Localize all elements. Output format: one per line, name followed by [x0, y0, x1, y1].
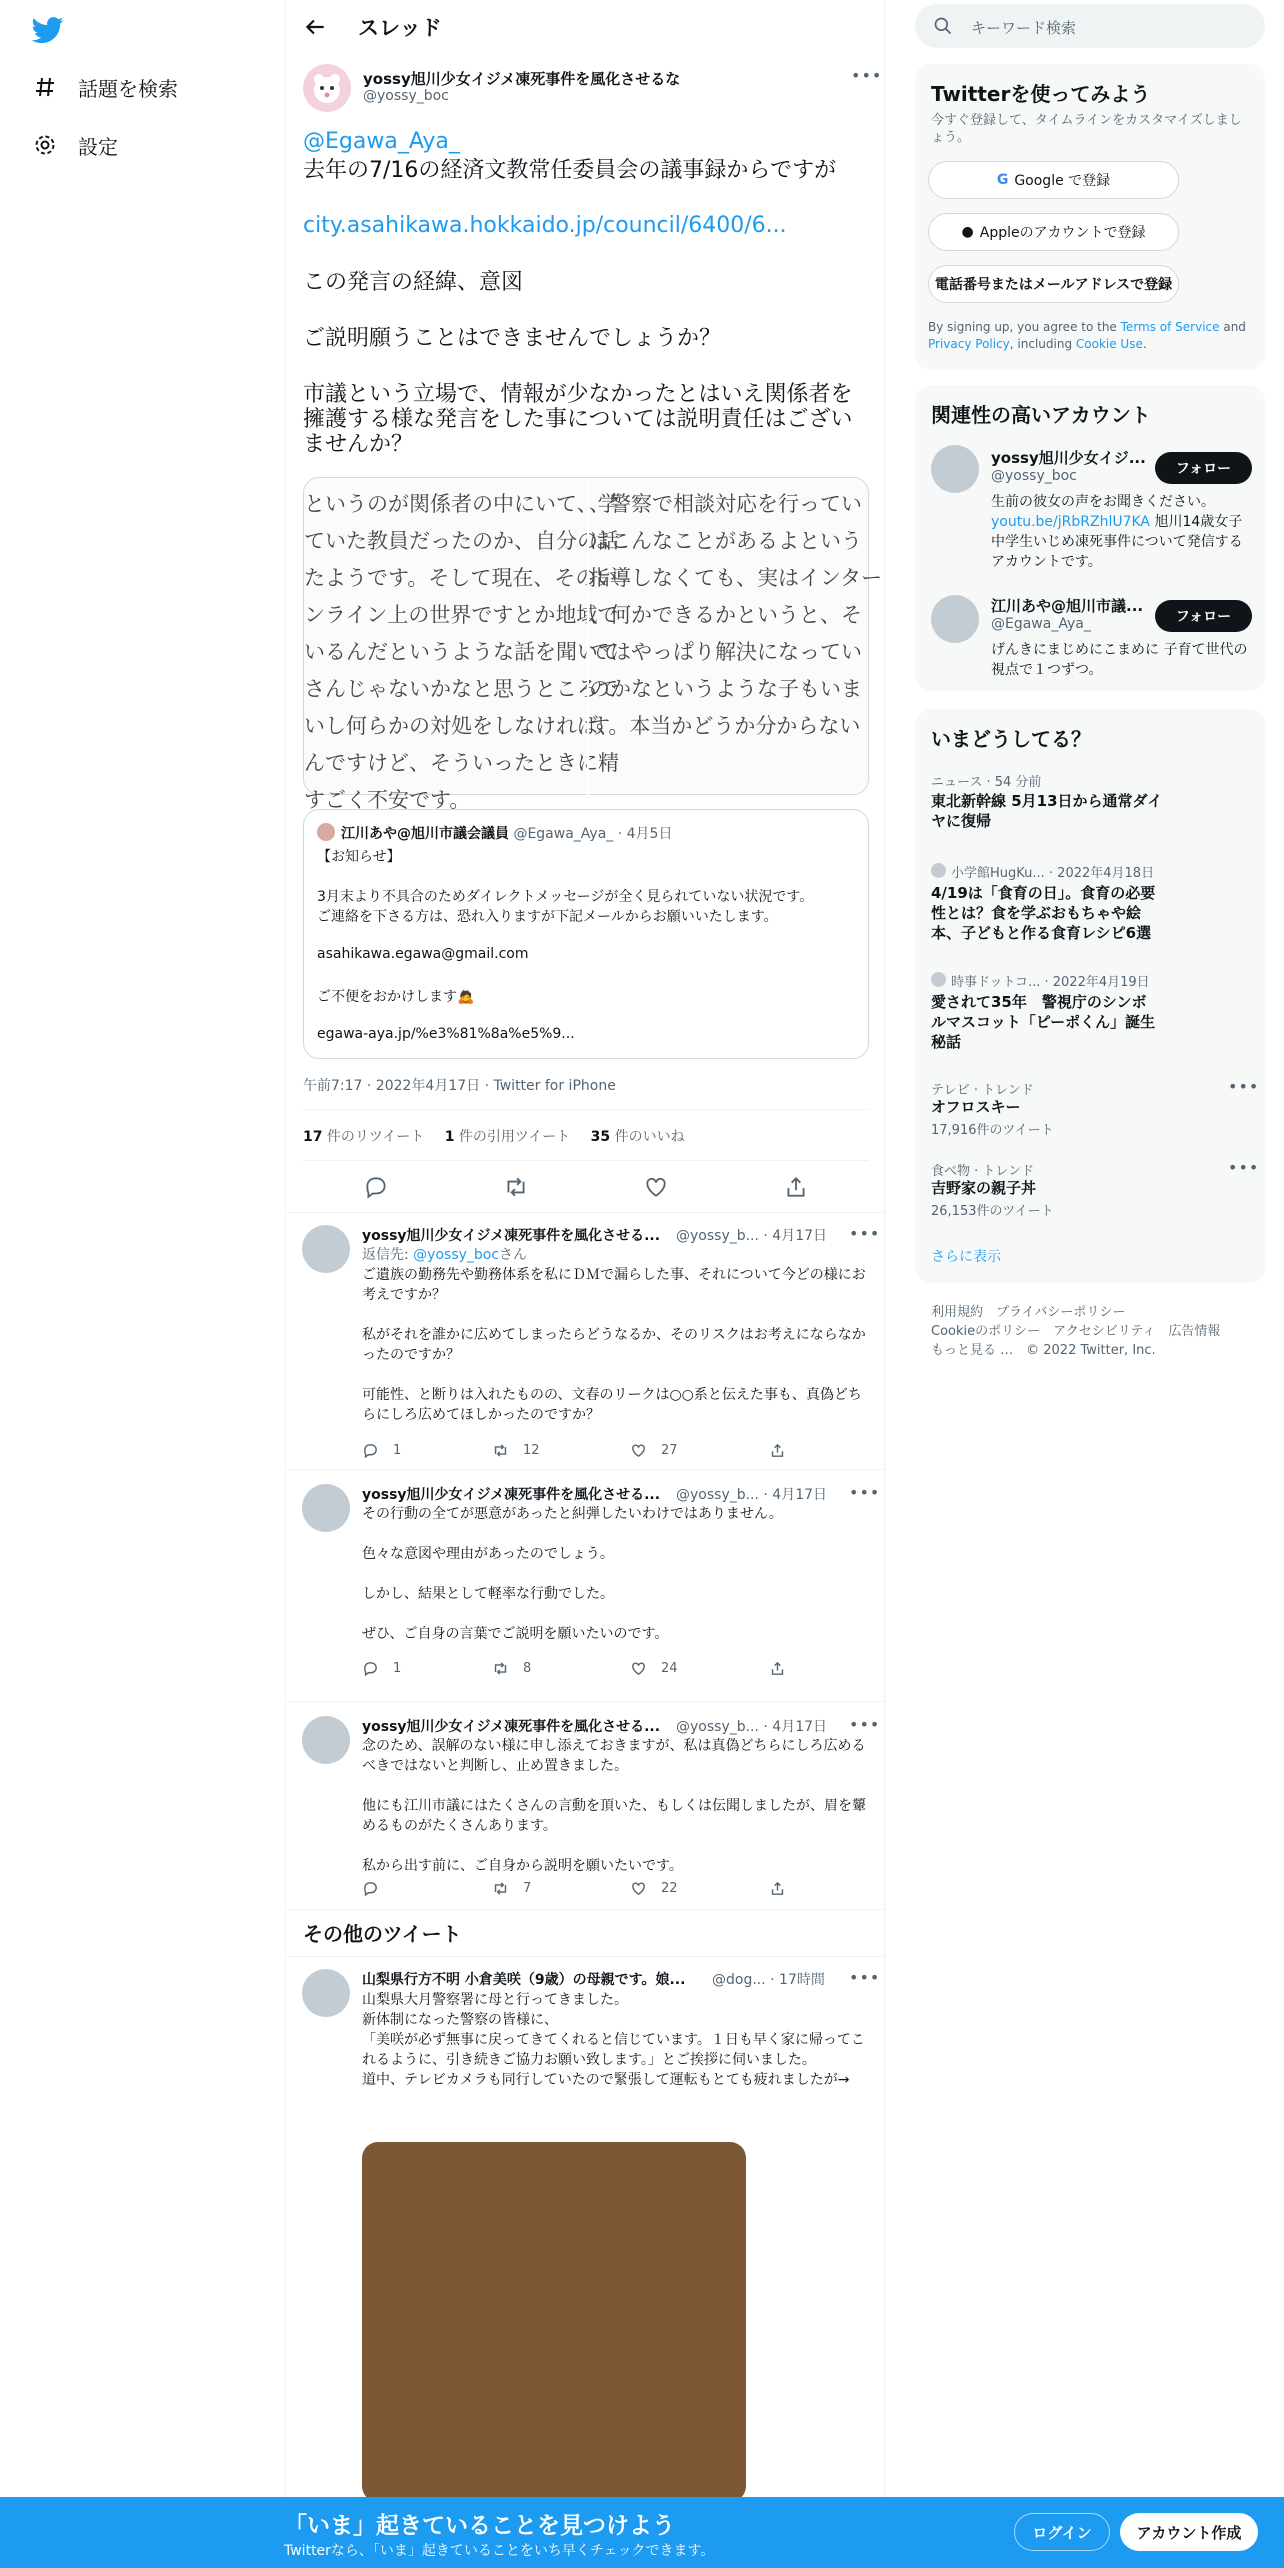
attached-image[interactable]	[303, 477, 883, 812]
retweet-count[interactable]	[492, 1442, 540, 1459]
avatar[interactable]	[302, 1716, 350, 1764]
apple-icon: ●	[961, 224, 974, 240]
quote-line: 3月末より不具合のためダイレクトメッセージが全く見られていない状況です。	[317, 889, 814, 905]
page-title: スレッド	[358, 16, 442, 40]
image-line: すごく不安です。	[304, 788, 471, 812]
trend-count: 26,153件のツイート	[931, 1204, 1054, 1219]
reply-count[interactable]	[362, 1442, 401, 1459]
nav-settings-label: 設定	[78, 134, 118, 159]
main-column	[285, 0, 885, 2568]
image-line: たようです。そして現在、そのい	[304, 566, 618, 590]
apple-signup-button[interactable]	[928, 213, 1179, 251]
search-icon	[933, 16, 953, 36]
follow-button[interactable]: フォロー	[1155, 600, 1252, 632]
nav-explore[interactable]	[32, 67, 178, 107]
more-handle: @dog... · 17時間	[712, 1972, 825, 1988]
privacy-link[interactable]: Privacy Policy	[928, 337, 1010, 351]
trend-category: ニュース · 54 分前	[931, 775, 1042, 790]
replying-label: 返信先:	[362, 1247, 414, 1263]
reply-text: 他にも江川市議にはたくさんの言動を頂いた、もしくは伝聞しましたが、眉を顰めるものがたくさんあります。	[362, 1798, 866, 1834]
like-count[interactable]	[630, 1660, 678, 1677]
reply-count-value: 1	[393, 1661, 402, 1676]
trends-card	[915, 709, 1265, 1283]
quote-label: 件の引用ツイート	[454, 1129, 571, 1145]
avatar[interactable]	[303, 64, 351, 112]
account-bio: げんきにまじめにこまめに 子育て世代の視点で１つずつ。	[991, 642, 1248, 678]
reply-author-name[interactable]: yossy旭川少女イジメ凍死事件を風化させる...	[362, 1719, 661, 1735]
image-line: いるんだというような話を聞いて	[304, 640, 619, 664]
reply-text: その行動の全てが悪意があったと糾弾したいわけではありません。	[362, 1506, 783, 1522]
share-icon[interactable]	[783, 1174, 809, 1200]
reply-icon[interactable]	[363, 1174, 389, 1200]
reply-author-name[interactable]: yossy旭川少女イジメ凍死事件を風化させる...	[362, 1228, 661, 1244]
quote-handle: @Egawa_Aya_	[513, 826, 614, 842]
quote-avatar	[317, 823, 335, 841]
signup-subtitle: 今すぐ登録して、タイムラインをカスタマイズしましょう。	[931, 113, 1242, 145]
share-icon[interactable]	[769, 1660, 786, 1677]
image-line: いし何らかの対処をしなければ、	[304, 714, 619, 738]
reply-tweet[interactable]	[286, 1212, 886, 1470]
more-icon[interactable]: •••	[851, 66, 883, 85]
reply-text: 色々な意図や理由があったのでしょう。	[362, 1546, 614, 1562]
search-box[interactable]	[915, 4, 1265, 48]
phone-signup-button[interactable]	[928, 265, 1179, 303]
tweet-stats	[303, 1126, 685, 1146]
retweet-icon	[492, 1442, 509, 1459]
image-text-left	[304, 478, 619, 812]
like-icon	[630, 1442, 647, 1459]
hashtag-icon	[32, 74, 58, 100]
more-icon[interactable]: •••	[849, 1224, 881, 1243]
divider	[303, 1160, 869, 1161]
image-line: ていた教員だったのか、自分の話	[304, 529, 619, 553]
reply-count[interactable]	[362, 1880, 393, 1897]
reply-text: 私がそれを誰かに広めてしまったらどうなるか、そのリスクはお考えにならなかったのですか？	[362, 1327, 866, 1363]
bio-link[interactable]: youtu.be/jRbRZhlU7KA	[991, 514, 1151, 530]
reply-icon	[362, 1660, 379, 1677]
more-icon[interactable]: •••	[849, 1715, 881, 1734]
nav-settings[interactable]	[32, 125, 118, 165]
bio-text: 旭川14歳女子中学生いじめ凍死事件について発信するアカウントです。	[991, 514, 1243, 570]
source-avatar	[931, 972, 946, 987]
bio-text: 生前の彼女の声をお聞きください。	[991, 494, 1215, 510]
reply-count[interactable]	[362, 1660, 401, 1677]
signup-button[interactable]: アカウント作成	[1120, 2513, 1258, 2551]
quote-date: · 4月5日	[617, 826, 673, 842]
tweet-line-1: 去年の7/16の経済文教常任委員会の議事録からですが	[303, 158, 837, 183]
trend-category-text: 小学館HugKu... · 2022年4月18日	[951, 866, 1155, 881]
legal-text: , including	[1009, 337, 1076, 351]
tweet-timestamp[interactable]: 午前7:17 · 2022年4月17日 · Twitter for iPhone	[303, 1078, 616, 1094]
reply-text: ぜひ、ご自身の言葉でご説明を願いたいのです。	[362, 1626, 669, 1642]
more-tweet[interactable]	[286, 1957, 886, 2497]
replying-suffix: さん	[499, 1247, 528, 1263]
trend-title: 愛されて35年 警視庁のシンボルマスコット「ピーポくん」誕生秘話	[931, 993, 1156, 1051]
account-bio	[991, 492, 1251, 572]
tweet-line-4: 市議という立場で、情報が少なかったとはいえ関係者を擁護する様な発言をした事については説明責任はございませんか？	[303, 382, 853, 457]
quote-link: egawa-aya.jp/%e3%81%8a%e5%9...	[317, 1026, 575, 1042]
trend-category: テレビ · トレンド	[931, 1083, 1034, 1098]
source-avatar	[931, 863, 946, 878]
like-count[interactable]	[630, 1442, 678, 1459]
like-count-value: 27	[661, 1443, 678, 1458]
mention-link[interactable]: @Egawa_Aya_	[303, 129, 460, 154]
reply-text: しかし、結果として軽率な行動でした。	[362, 1586, 614, 1602]
google-icon: G	[996, 172, 1009, 188]
more-icon[interactable]: •••	[849, 1968, 881, 1987]
signup-card	[915, 64, 1265, 370]
retweet-label: 件のリツイート	[322, 1129, 425, 1145]
thread-header	[286, 0, 886, 53]
account-handle: @yossy_boc	[991, 468, 1077, 484]
trend-category: 食べ物 · トレンド	[931, 1164, 1035, 1179]
twitter-logo-icon[interactable]	[32, 14, 64, 46]
avatar[interactable]	[302, 1225, 350, 1273]
share-icon[interactable]	[769, 1880, 786, 1897]
tweet-actions	[303, 1170, 869, 1204]
reply-text: 可能性、と断りは入れたものの、文春のリークは○○系と伝えた事も、真偽どちらにしろ広めてほしかったのですか？	[362, 1387, 862, 1423]
login-button[interactable]: ログイン	[1014, 2513, 1110, 2551]
image-line: というのが関係者の中にいて、学	[304, 492, 619, 516]
quote-name: 江川あや@旭川市議会議員	[341, 826, 509, 842]
trend-category	[931, 862, 1154, 881]
image-line: はこんなことがあるよという	[589, 529, 862, 553]
apple-signup-label: Appleのアカウントで登録	[979, 225, 1146, 241]
reply-text: 私から出す前に、ご自身から説明を願いたいです。	[362, 1858, 683, 1874]
footer-line[interactable]: 利用規約 プライバシーポリシー	[931, 1305, 1126, 1320]
image-line: 、何かできるかというと、そ	[589, 603, 862, 627]
reply-handle: @yossy_b... · 4月17日	[676, 1228, 828, 1244]
reply-icon	[362, 1442, 379, 1459]
reply-handle: @yossy_b... · 4月17日	[676, 1487, 828, 1503]
legal-text: and	[1219, 320, 1246, 334]
replying-to	[362, 1245, 870, 1265]
retweet-count-value: 12	[523, 1443, 540, 1458]
follow-button[interactable]: フォロー	[1155, 452, 1252, 484]
related-accounts-card	[915, 385, 1265, 691]
image-line: 指導しなくても、実はインター	[589, 566, 883, 590]
google-signup-button[interactable]	[928, 161, 1179, 199]
trend-count: 17,916件のツイート	[931, 1123, 1054, 1138]
account-handle: @Egawa_Aya_	[991, 616, 1091, 632]
reply-handle: @yossy_b... · 4月17日	[676, 1719, 828, 1735]
author-name[interactable]: yossy旭川少女イジメ凍死事件を風化させるな	[363, 70, 681, 88]
bottom-bar-title: 「いま」起きていることを見つけよう	[284, 2513, 675, 2539]
quote-count: 1	[444, 1129, 455, 1145]
quote-line: ご不便をおかけします🙇	[317, 989, 475, 1005]
share-icon[interactable]	[769, 1442, 786, 1459]
like-count: 35	[590, 1129, 611, 1145]
retweet-count[interactable]	[492, 1880, 531, 1897]
more-icon[interactable]: •••	[1228, 1077, 1260, 1096]
trends-title: いまどうしてる？	[931, 727, 1091, 751]
footer-line[interactable]: もっと見る … © 2022 Twitter, Inc.	[931, 1343, 1156, 1358]
signup-legal	[928, 319, 1253, 353]
quote-header	[341, 823, 672, 843]
quote-line: 【お知らせ】	[317, 849, 401, 865]
trend-title: 4/19は「食育の日」。食育の必要性とは？食を学ぶおもちゃや絵本、子どもと作る食育レシピ6選	[931, 884, 1156, 942]
reply-text: 念のため、誤解のない様に申し添えておきますが、私は真偽どちらにしろ広めるべきではないと判断し、止め置きました。	[362, 1738, 866, 1774]
reply-author-name[interactable]: yossy旭川少女イジメ凍死事件を風化させる...	[362, 1487, 661, 1503]
google-signup-label: Google で登録	[1014, 173, 1111, 189]
image-text-right	[587, 478, 883, 796]
image-line: ンライン上の世界ですとか地域で	[304, 603, 619, 627]
retweet-count-value: 8	[523, 1661, 532, 1676]
phone-signup-label: 電話番号またはメールアドレスで登録	[934, 277, 1173, 293]
tweet-line-3: ご説明願うことはできませんでしょうか？	[303, 326, 722, 351]
bottom-signup-bar	[0, 2497, 1284, 2568]
more-icon[interactable]: •••	[849, 1483, 881, 1502]
replying-to-link[interactable]: @yossy_boc	[413, 1247, 500, 1263]
more-tweet-media[interactable]	[362, 2142, 746, 2502]
like-icon	[630, 1660, 647, 1677]
reply-icon	[362, 1880, 379, 1897]
reply-text: ご遺族の勤務先や勤務体系を私にＤＭで漏らした事、それについて今どの様にお考えですか？	[362, 1267, 866, 1303]
tos-link[interactable]: Terms of Service	[1120, 320, 1220, 334]
footer-line[interactable]: Cookieのポリシー アクセシビリティ 広告情報	[931, 1324, 1221, 1339]
divider	[303, 1109, 869, 1110]
account-name[interactable]: yossy旭川少女イジ...	[991, 449, 1146, 467]
more-text: 山梨県大月警察署に母と行ってきました。 新体制になった警察の皆様に、 「美咲が必ず無事に戻ってきてくれると信じています。１日も早く家に帰ってこれるように、引き続きご協力お願い致します。」とご挨拶に伺いました。 道中、テレビカメラも同行していたので緊張して運転もとても疲れましたが→	[362, 1992, 865, 2088]
image-line: す。本当かどうか分からない	[589, 714, 861, 738]
image-line: のかなというような子もいま	[589, 677, 862, 701]
image-line: ではやっぱり解決になってい	[589, 640, 862, 664]
bottom-bar-subtitle: Twitterなら、「いま」起きていることをいち早くチェックできます。	[284, 2543, 715, 2559]
trend-title: 東北新幹線 5月13日から通常ダイヤに復帰	[931, 792, 1163, 830]
back-arrow-icon[interactable]	[302, 14, 328, 40]
quote-count-link[interactable]	[445, 1129, 571, 1145]
gear-icon	[32, 132, 58, 158]
more-icon[interactable]: •••	[1228, 1158, 1260, 1177]
retweet-icon	[492, 1660, 509, 1677]
retweet-icon	[492, 1880, 509, 1897]
quoted-tweet[interactable]	[303, 809, 869, 1059]
legal-text: .	[1142, 337, 1147, 351]
like-count-value: 24	[661, 1661, 678, 1676]
trend-title: 吉野家の親子丼	[931, 1179, 1037, 1197]
retweet-icon[interactable]	[503, 1174, 529, 1200]
like-count-link[interactable]	[591, 1129, 685, 1145]
reply-tweet[interactable]	[286, 1471, 886, 1702]
quote-line: asahikawa.egawa@gmail.com	[317, 946, 529, 962]
nav-explore-label: 話題を検索	[78, 76, 178, 101]
retweet-count-link[interactable]	[303, 1129, 424, 1145]
trend-category-text: 時事ドットコ... · 2022年4月19日	[951, 975, 1150, 990]
quote-line: ご連絡を下さる方は、恐れ入りますが下記メールからお願いいたします。	[317, 909, 778, 925]
image-line: んですけど、そういったときに精	[304, 751, 619, 775]
more-tweets-heading: その他のツイート	[303, 1922, 462, 1946]
retweet-count-value: 7	[523, 1881, 532, 1896]
retweet-count: 17	[303, 1129, 323, 1145]
like-count-value: 22	[661, 1881, 678, 1896]
search-placeholder: キーワード検索	[971, 19, 1077, 37]
account-name[interactable]: 江川あや@旭川市議...	[991, 597, 1144, 615]
related-title: 関連性の高いアカウント	[931, 403, 1151, 427]
show-more-link[interactable]: さらに表示	[931, 1249, 1001, 1265]
cookie-link[interactable]: Cookie Use	[1075, 337, 1143, 351]
tweet-url-link[interactable]: city.asahikawa.hokkaido.jp/council/6400/6...	[303, 213, 787, 238]
signup-title: Twitterを使ってみよう	[931, 82, 1151, 106]
image-line: 、警察で相談対応を行ってい	[589, 492, 862, 516]
avatar[interactable]	[302, 1484, 350, 1532]
tweet-line-2: この発言の経緯、意図	[303, 270, 524, 295]
like-icon	[630, 1880, 647, 1897]
like-count[interactable]	[630, 1880, 678, 1897]
reply-count-value: 1	[393, 1443, 402, 1458]
left-nav	[0, 0, 285, 2568]
avatar[interactable]	[302, 1969, 350, 2017]
trend-title: オフロスキー	[931, 1098, 1021, 1116]
like-label: 件のいいね	[610, 1129, 685, 1145]
more-author-name[interactable]: 山梨県行方不明 小倉美咲（9歳）の母親です。娘...	[362, 1972, 686, 1988]
like-icon[interactable]	[643, 1174, 669, 1200]
avatar[interactable]	[931, 595, 979, 643]
retweet-count[interactable]	[492, 1660, 531, 1677]
avatar[interactable]	[931, 445, 979, 493]
image-line: さんじゃないかなと思うところで	[304, 677, 619, 701]
reply-tweet[interactable]	[286, 1703, 886, 1910]
trend-category	[931, 971, 1150, 990]
legal-text: By signing up, you agree to the	[928, 320, 1121, 334]
author-handle[interactable]: @yossy_boc	[363, 88, 449, 104]
